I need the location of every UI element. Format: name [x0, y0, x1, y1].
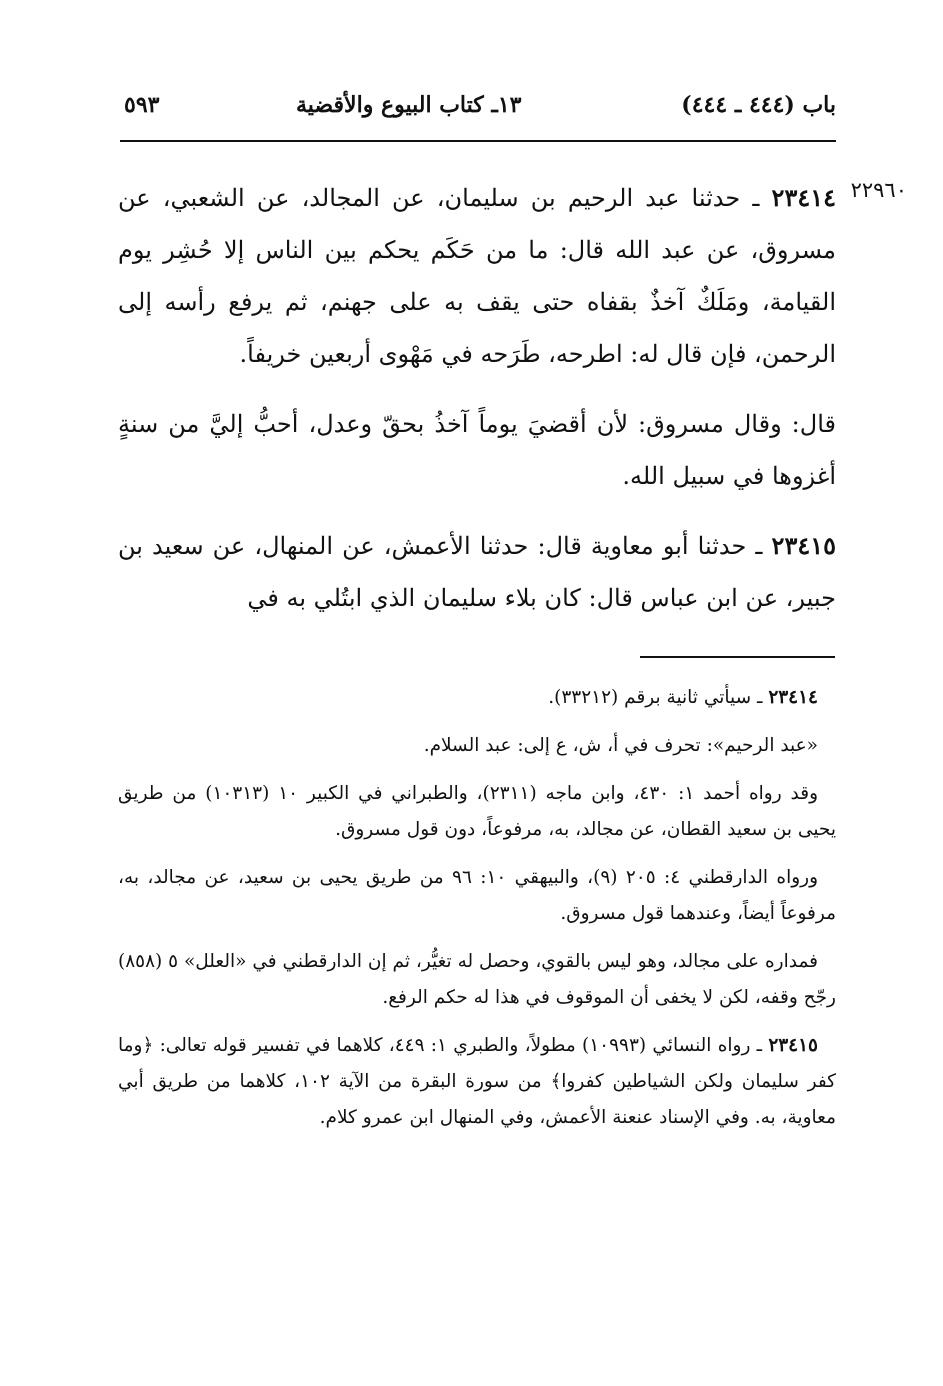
hadith-paragraph — [118, 172, 836, 380]
footnote — [118, 944, 836, 1016]
footnote — [118, 860, 836, 932]
footnote-text: فمداره على مجالد، وهو ليس بالقوي، وحصل له تغيُّر، ثم إن الدارقطني في «العلل» ٥ (٨٥٨) رجّح وقفه، لكن لا يخفى أن الموقوف في هذا له حكم الرفع. — [118, 951, 836, 1008]
footnote — [118, 1028, 836, 1136]
hadith-text: ـ حدثنا أبو معاوية قال: حدثنا الأعمش، عن المنهال، عن سعيد بن جبير، عن ابن عباس قال: كان بلاء سليمان الذي ابتُلي به في — [118, 532, 836, 612]
footnote — [118, 776, 836, 848]
hadith-text: ـ حدثنا عبد الرحيم بن سليمان، عن المجالد، عن الشعبي، عن مسروق، عن عبد الله قال: ما من حَكَم يحكم بين الناس إلا حُشِر يوم القيامة، ومَلَكٌ آخذٌ بقفاه حتى يقف به على جهنم، ثم يرفع رأسه إلى الرحمن، فإن قال له: اطرحه، طَرَحه في مَهْوى أربعين خريفاً. — [118, 184, 836, 368]
main-text — [118, 172, 836, 642]
footnote-rule — [640, 656, 835, 658]
footnote-text: وقد رواه أحمد ١: ٤٣٠، وابن ماجه (٢٣١١)، والطبراني في الكبير ١٠ (١٠٣١٣) من طريق يحيى بن سعيد القطان، عن مجالد، به، مرفوعاً، دون قول مسروق. — [118, 783, 836, 840]
footnote-number: ٢٣٤١٥ — [768, 1035, 818, 1056]
footnotes — [118, 680, 836, 1148]
footnote — [118, 680, 836, 716]
hadith-paragraph — [118, 520, 836, 624]
page-number: ٥٩٣ — [124, 92, 160, 118]
header-chapter: باب (٤٤٤ ـ ٤٤٤) — [681, 92, 836, 118]
footnote-number: ٢٣٤١٤ — [768, 687, 818, 708]
margin-reference: ٢٢٩٦٠ — [850, 178, 907, 202]
running-header — [118, 92, 836, 132]
footnote-text: ـ رواه النسائي (١٠٩٩٣) مطولاً، والطبري ١: ٤٤٩، كلاهما في تفسير قوله تعالى: ﴿وما كفر سليمان ولكن الشياطين كفروا﴾ من سورة البقرة من الآية ١٠٢، كلاهما من طريق أبي معاوية، به. وفي الإسناد عنعنة الأعمش، وفي المنهال ابن عمرو كلام. — [118, 1035, 836, 1128]
footnote — [118, 728, 836, 764]
footnote-text: ورواه الدارقطني ٤: ٢٠٥ (٩)، والبيهقي ١٠: ٩٦ من طريق يحيى بن سعيد، عن مجالد، به، مرفوعاً أيضاً، وعندهما قول مسروق. — [118, 867, 836, 924]
hadith-number: ٢٣٤١٤ — [771, 183, 836, 212]
saying-paragraph — [118, 398, 836, 502]
header-book-title: ١٣ـ كتاب البيوع والأقضية — [296, 92, 522, 118]
footnote-text: ـ سيأتي ثانية برقم (٣٣٢١٢). — [548, 687, 769, 708]
saying-text: قال: وقال مسروق: لأن أقضيَ يوماً آخذُ بحقّ وعدل، أحبُّ إليَّ من سنةٍ أغزوها في سبيل الله. — [118, 410, 836, 490]
hadith-number: ٢٣٤١٥ — [771, 531, 836, 560]
footnote-text: «عبد الرحيم»: تحرف في أ، ش، ع إلى: عبد السلام. — [423, 735, 818, 756]
header-rule — [120, 140, 836, 142]
